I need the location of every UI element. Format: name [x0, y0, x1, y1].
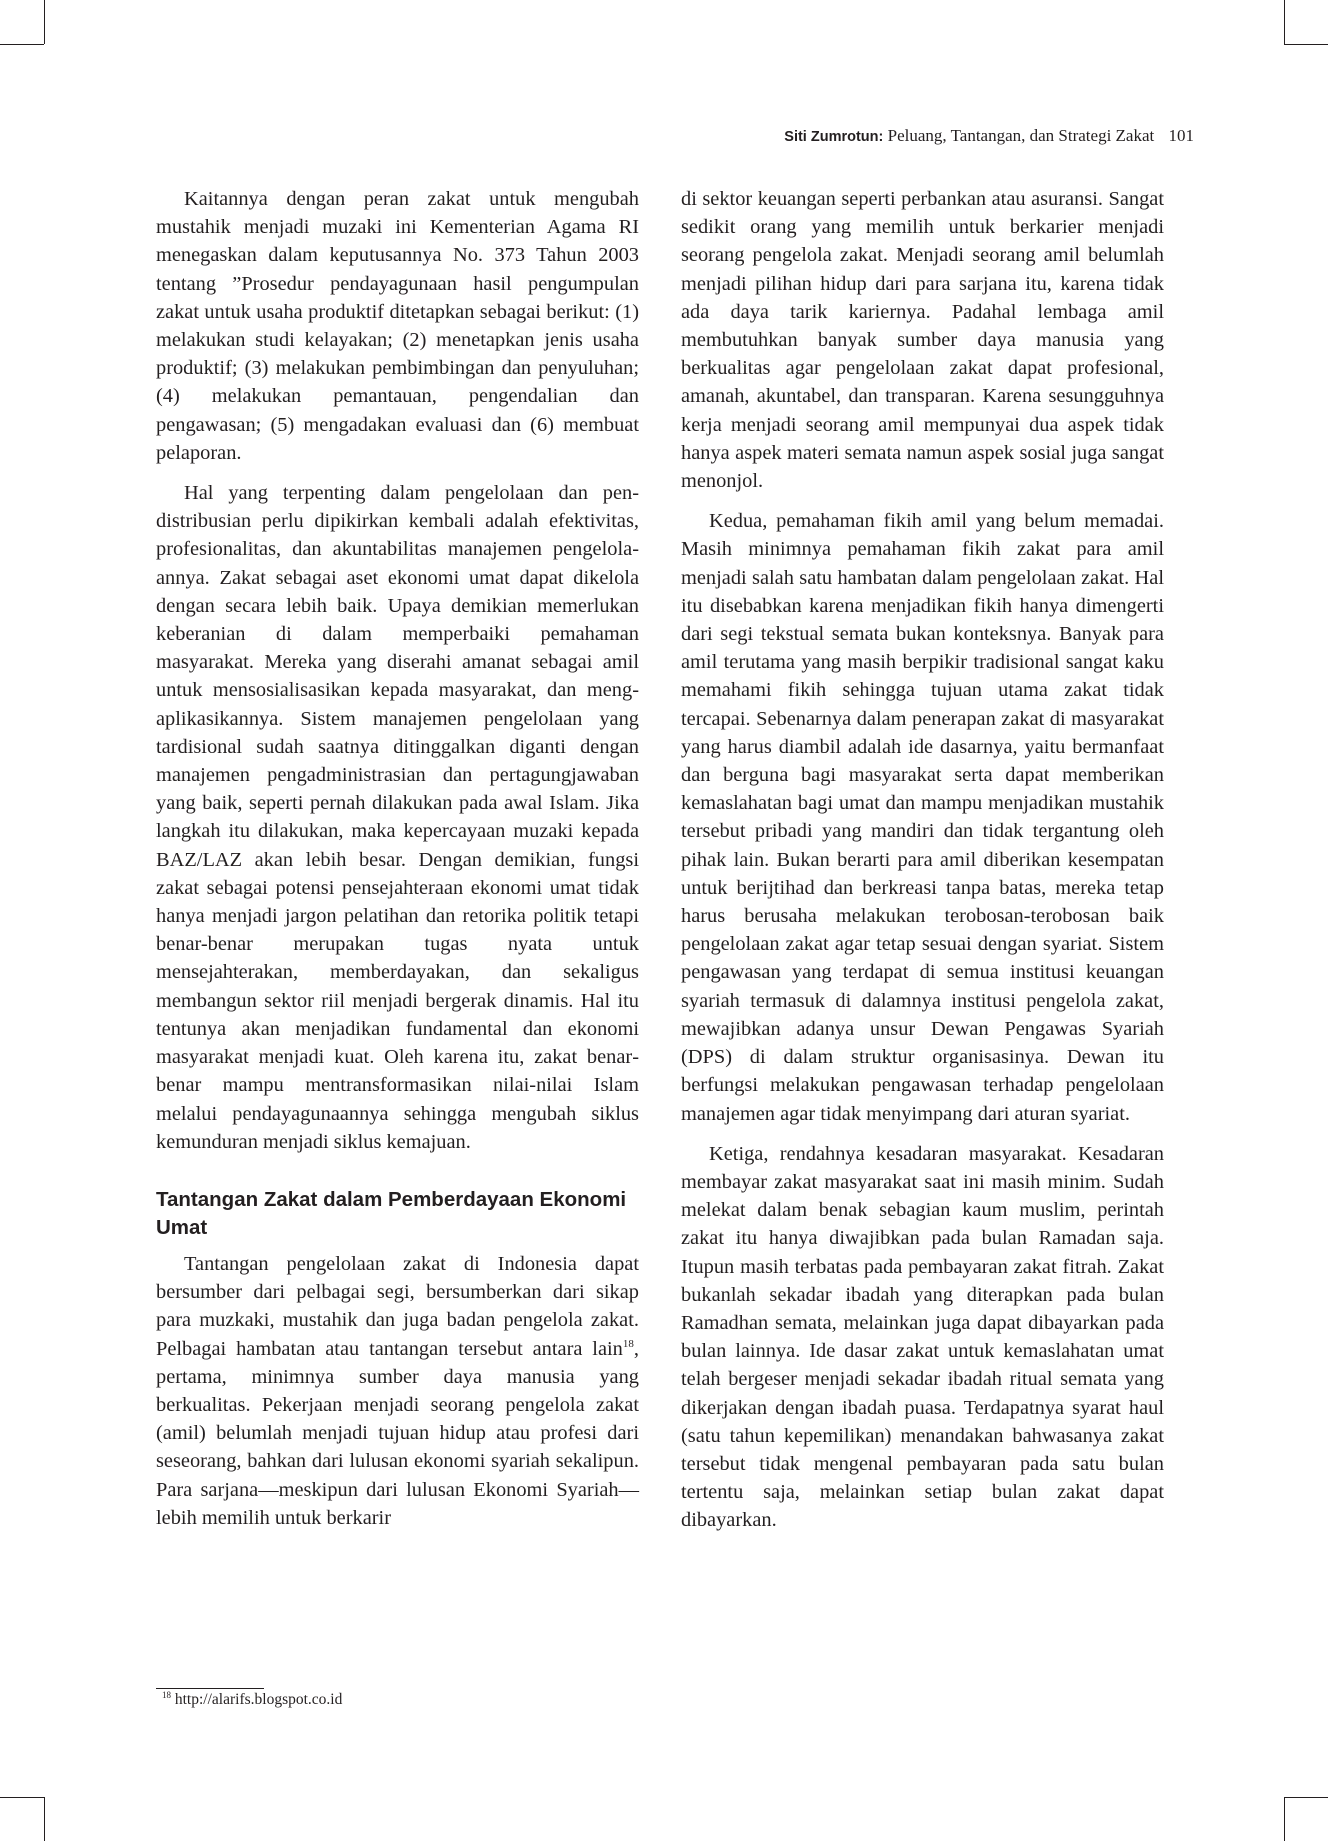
paragraph-right-2: Kedua, pemahaman fikih amil yang belum memadai. Masih minimnya pemahaman fikih zakat para amil menjadi salah satu hambatan dalam pengelolaan zakat. Hal itu disebabkan karena menjadikan fikih hanya dimengerti dari segi tekstual semata bukan konteksnya. Banyak para amil terutama yang masih berpikir tradisional sangat kaku memahami fikih sehingga tujuan utama zakat tidak tercapai. Sebenarnya dalam penerapan zakat di masyarakat yang harus diambil adalah ide dasarnya, yaitu bermanfaat dan berguna bagi masyarakat serta dapat memberikan kemaslahatan bagi umat dan mampu menjadikan mustahik tersebut pribadi yang mandiri dan tidak tergantung oleh pihak lain. Bukan berarti para amil diberikan kesempatan untuk berijtihad dan berkreasi tanpa batas, mereka tetap harus berusaha melakukan terobosan-terobosan baik pengelolaan zakat agar tetap sesuai dengan syariat. Sistem pengawasan yang terdapat di semua institusi keuangan syariah termasuk di dalamnya institusi pengelola zakat, mewajibkan adanya unsur Dewan Pengawas Syariah (DPS) di dalam struktur organisasinya. Dewan itu berfungsi melakukan pengawasan terhadap pengelolaan manajemen agar tidak menyimpang dari aturan syariat.: [681, 510, 1164, 1125]
paragraph-left-3: [156, 1250, 639, 1532]
crop-mark-bottom-right: [1284, 1797, 1285, 1841]
footnote-reference[interactable]: 18: [622, 1337, 634, 1350]
footnote-rule: [156, 1688, 264, 1689]
paragraph-right-3: Ketiga, rendahnya kesadaran masyarakat. Kesadaran membayar zakat masyarakat saat ini masih minim. Sudah melekat dalam benak sebagian kaum muslim, perintah zakat itu hanya diwajibkan pada bulan Ramadan saja. Itupun masih terbatas pada pembayaran zakat fitrah. Zakat bukanlah sekadar ibadah yang diterapkan pada bulan Ramadhan semata, melainkan juga dapat dibayarkan pada bulan lainnya. Ide dasar zakat untuk kemaslahatan umat telah bergeser menjadi sekadar ibadah ritual semata yang dikerjakan dengan ibadah puasa. Terdapatnya syarat haul (satu tahun kepemilikan) menandakan bahwasanya zakat tersebut tidak mengenal pembayaran pada satu bulan tertentu saja, melainkan setiap bulan zakat dapat dibayarkan.: [681, 1142, 1164, 1532]
paragraph-left-1: Kaitannya dengan peran zakat untuk mengubah mustahik menjadi muzaki ini Kementerian Agama RI menegaskan dalam keputusannya No. 373 Tahun 2003 tentang ”Prosedur pendayagunaan hasil pengumpulan zakat untuk usaha produktif ditetapkan sebagai berikut: (1) melakukan studi kelayakan; (2) menetapkan jenis usaha produktif; (3) melakukan pembimbingan dan penyuluhan; (4) melakukan pemantauan, pengendalian dan pengawasan; (5) mengadakan evaluasi dan (6) membuat pelaporan.: [156, 188, 639, 464]
page-number: 101: [1168, 126, 1194, 145]
left-column: [156, 185, 639, 1544]
paragraph-left-2: Hal yang terpenting dalam pengelolaan dan pendistribusian perlu dipikirkan kembali adalah efektivitas, profesionalitas, dan akuntabilitas manajemen pengelolaannya. Zakat sebagai aset ekonomi umat dapat dikelola dengan secara lebih baik. Upaya demikian memerlukan keberanian di dalam memperbaiki pemahaman masyarakat. Mereka yang diserahi amanat sebagai amil untuk mensosialisasikan kepada masyarakat, dan mengaplikasikannya. Sistem manajemen pengelolaan yang tardisional sudah saatnya ditinggalkan diganti dengan manajemen pengadministrasian dan pertagungjawaban yang baik, seperti pernah dilakukan pada awal Islam. Jika langkah itu dilakukan, maka kepercayaan muzaki kepada BAZ/LAZ akan lebih besar. Dengan demikian, fungsi zakat sebagai potensi pensejahteraan ekonomi umat tidak hanya menjadi jargon pelatihan dan retorika politik tetapi benar-benar merupakan tugas nyata untuk mensejahterakan, memberdayakan, dan sekaligus membangun sektor riil menjadi bergerak dinamis. Hal itu tentunya akan menjadikan fundamental dan ekonomi masyarakat menjadi kuat. Oleh karena itu, zakat benarbenar mampu mentransformasikan nilai-nilai Islam melalui pendayagunaannya sehingga mengubah siklus kemunduran menjadi siklus kemajuan.: [156, 482, 639, 1153]
footnote: [162, 1691, 342, 1709]
right-column: [681, 185, 1164, 1547]
footnote-number: 18: [162, 1689, 171, 1700]
paragraph-left-3-part-2: , pertama, minimnya sumber daya manusia yang berkualitas. Pekerjaan menjadi seorang pengelola zakat (amil) belumlah menjadi tujuan hidup atau profesi dari seseorang, bahkan dari lulusan ekonomi syariah sekalipun. Para sarjana—meskipun dari lulusan Ekonomi Syariah—lebih memilih untuk berkarir: [156, 1337, 639, 1529]
paragraph-right-1: di sektor keuangan seperti perbankan atau asuransi. Sangat sedikit orang yang memilih untuk berkarier menjadi seorang pengelola zakat. Menjadi seorang amil belumlah menjadi pilihan hidup dari para sarjana itu, karena tidak ada daya tarik kariernya. Padahal lembaga amil membutuhkan banyak sumber daya manusia yang berkualitas agar pengelolaan zakat dapat profesional, amanah, akuntabel, dan transparan. Karena sesungguhnya kerja menjadi seorang amil mempunyai dua aspek tidak hanya aspek materi semata namun aspek sosial juga sangat menonjol.: [681, 188, 1164, 493]
crop-mark-bottom-left-h: [0, 1797, 44, 1798]
crop-mark-top-left-h: [0, 44, 44, 45]
header-title: Peluang, Tantangan, dan Strategi Zakat: [887, 126, 1155, 145]
crop-mark-top-right: [1284, 0, 1285, 44]
crop-mark-top-left: [44, 0, 45, 44]
paragraph-left-3-part-1: Tantangan pengelolaan zakat di Indonesia dapat bersumber dari pelbagai segi, bersumberkan dari sikap para muzkaki, mustahik dan juga badan pengelola zakat. Pelbagai hambatan atau tantangan tersebut antara lain: [156, 1252, 639, 1360]
section-heading: Tantangan Zakat dalam Pemberdayaan Ekonomi Umat: [156, 1187, 627, 1239]
crop-mark-top-right-h: [1284, 44, 1328, 45]
running-header: [784, 126, 1194, 146]
crop-mark-bottom-right-h: [1284, 1797, 1328, 1798]
header-author: Siti Zumrotun:: [784, 129, 884, 145]
footnote-url[interactable]: http://alarifs.blogspot.co.id: [174, 1691, 343, 1708]
crop-mark-bottom-left: [44, 1797, 45, 1841]
